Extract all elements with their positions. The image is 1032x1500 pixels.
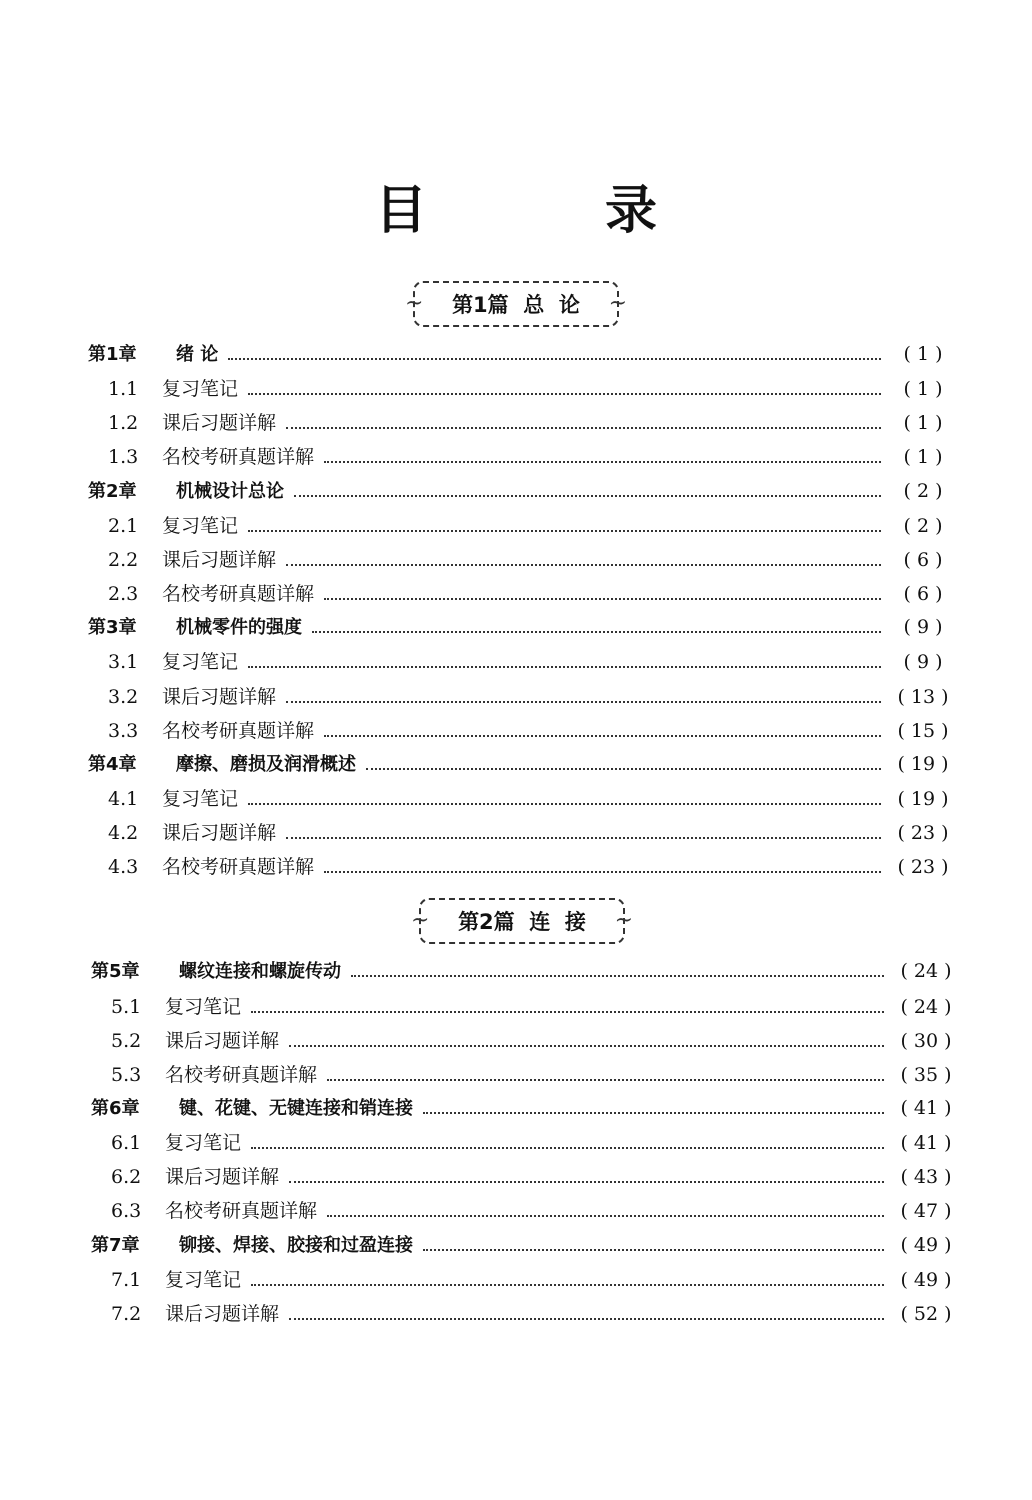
toc-entry-title: 课后习题详解 bbox=[162, 686, 277, 708]
dot-leader bbox=[286, 701, 881, 703]
toc-page-number: ( 43 ) bbox=[900, 1166, 952, 1188]
toc-entry-number: 4.2 bbox=[108, 822, 139, 844]
toc-entry-number: 1.3 bbox=[108, 446, 139, 468]
toc-section-row[interactable] bbox=[108, 442, 957, 472]
toc-entry-number: 5.2 bbox=[111, 1030, 142, 1052]
dot-leader bbox=[251, 1284, 884, 1286]
toc-chapter-row[interactable] bbox=[88, 750, 957, 780]
toc-page-number: ( 41 ) bbox=[900, 1132, 952, 1154]
toc-page-number: ( 6 ) bbox=[903, 583, 943, 605]
part-1-label: ~ 第1篇 总 论 bbox=[452, 293, 580, 317]
toc-section-row[interactable] bbox=[108, 852, 957, 882]
dot-leader bbox=[423, 1112, 884, 1114]
toc-entry-number: 第1章 bbox=[88, 344, 137, 365]
toc-entry-title: 名校考研真题详解 bbox=[162, 446, 315, 468]
toc-section-row[interactable] bbox=[108, 716, 957, 746]
toc-entry-number: 6.2 bbox=[111, 1166, 142, 1188]
toc-entry-number: 第3章 bbox=[88, 617, 137, 638]
toc-page-number: ( 30 ) bbox=[900, 1030, 952, 1052]
toc-section-row[interactable] bbox=[111, 1196, 960, 1226]
toc-entry-title: 复习笔记 bbox=[162, 515, 239, 537]
dot-leader bbox=[324, 461, 881, 463]
toc-entry-title: 复习笔记 bbox=[162, 651, 239, 673]
toc-page-number: ( 23 ) bbox=[897, 856, 949, 878]
toc-section-row[interactable] bbox=[108, 374, 957, 404]
toc-entry-number: 第5章 bbox=[91, 961, 140, 982]
toc-page-number: ( 47 ) bbox=[900, 1200, 952, 1222]
toc-entry-number: 2.1 bbox=[108, 515, 139, 537]
toc-page-number: ( 41 ) bbox=[900, 1097, 952, 1119]
toc-section-row[interactable] bbox=[108, 408, 957, 438]
dot-leader bbox=[289, 1181, 884, 1183]
toc-entry-title: 复习笔记 bbox=[162, 378, 239, 400]
toc-entry-number: 第7章 bbox=[91, 1235, 140, 1256]
dot-leader bbox=[248, 530, 881, 532]
toc-section-row[interactable] bbox=[111, 1162, 960, 1192]
toc-entry-number: 3.1 bbox=[108, 651, 139, 673]
toc-section-row[interactable] bbox=[111, 1128, 960, 1158]
toc-entry-title: 机械设计总论 bbox=[176, 481, 284, 502]
toc-page-number: ( 15 ) bbox=[897, 720, 949, 742]
toc-page-number: ( 13 ) bbox=[897, 686, 949, 708]
toc-entry-number: 5.3 bbox=[111, 1064, 142, 1086]
toc-entry-title: 复习笔记 bbox=[165, 1269, 242, 1291]
dot-leader bbox=[366, 768, 881, 770]
toc-entry-number: 7.1 bbox=[111, 1269, 142, 1291]
toc-section-row[interactable] bbox=[108, 647, 957, 677]
toc-entry-title: 绪 论 bbox=[176, 344, 219, 365]
toc-chapter-row[interactable] bbox=[88, 340, 957, 370]
toc-entry-title: 螺纹连接和螺旋传动 bbox=[179, 961, 341, 982]
toc-page-number: ( 6 ) bbox=[903, 549, 943, 571]
toc-page-number: ( 2 ) bbox=[903, 515, 943, 537]
toc-page-number: ( 49 ) bbox=[900, 1234, 952, 1256]
dot-leader bbox=[289, 1045, 884, 1047]
part-1-heading[interactable] bbox=[413, 281, 619, 327]
dot-leader bbox=[286, 837, 881, 839]
dot-leader bbox=[324, 871, 881, 873]
dot-leader bbox=[289, 1318, 884, 1320]
toc-entry-title: 名校考研真题详解 bbox=[162, 720, 315, 742]
toc-section-row[interactable] bbox=[108, 818, 957, 848]
toc-entry-number: 1.1 bbox=[108, 378, 139, 400]
toc-chapter-row[interactable] bbox=[91, 1231, 960, 1261]
toc-section-row[interactable] bbox=[111, 1026, 960, 1056]
toc-entry-number: 6.3 bbox=[111, 1200, 142, 1222]
dot-leader bbox=[351, 975, 884, 977]
dot-leader bbox=[248, 393, 881, 395]
toc-section-row[interactable] bbox=[108, 511, 957, 541]
toc-entry-number: 3.3 bbox=[108, 720, 139, 742]
toc-section-row[interactable] bbox=[111, 1060, 960, 1090]
toc-page-number: ( 1 ) bbox=[903, 412, 943, 434]
toc-entry-number: 3.2 bbox=[108, 686, 139, 708]
toc-page-number: ( 1 ) bbox=[903, 378, 943, 400]
dot-leader bbox=[251, 1147, 884, 1149]
part-2-heading[interactable] bbox=[419, 898, 625, 944]
toc-entry-number: 1.2 bbox=[108, 412, 139, 434]
dot-leader bbox=[312, 631, 881, 633]
toc-page-number: ( 1 ) bbox=[903, 343, 943, 365]
toc-page-number: ( 9 ) bbox=[903, 651, 943, 673]
dot-leader bbox=[228, 358, 881, 360]
dot-leader bbox=[248, 803, 881, 805]
toc-entry-number: 6.1 bbox=[111, 1132, 142, 1154]
dot-leader bbox=[286, 564, 881, 566]
toc-section-row[interactable] bbox=[111, 992, 960, 1022]
toc-entry-title: 课后习题详解 bbox=[162, 822, 277, 844]
toc-entry-number: 7.2 bbox=[111, 1303, 142, 1325]
toc-entry-title: 课后习题详解 bbox=[162, 549, 277, 571]
toc-entry-title: 课后习题详解 bbox=[165, 1030, 280, 1052]
toc-entry-title: 键、花键、无键连接和销连接 bbox=[179, 1098, 413, 1119]
page-title: 目 录 bbox=[374, 181, 738, 241]
toc-entry-number: 2.2 bbox=[108, 549, 139, 571]
dot-leader bbox=[324, 598, 881, 600]
toc-entry-title: 铆接、焊接、胶接和过盈连接 bbox=[179, 1235, 413, 1256]
toc-entry-title: 复习笔记 bbox=[162, 788, 239, 810]
toc-section-row[interactable] bbox=[111, 1299, 960, 1329]
toc-section-row[interactable] bbox=[111, 1265, 960, 1295]
toc-section-row[interactable] bbox=[108, 545, 957, 575]
toc-entry-title: 课后习题详解 bbox=[162, 412, 277, 434]
toc-chapter-row[interactable] bbox=[91, 1094, 960, 1124]
toc-page-number: ( 24 ) bbox=[900, 960, 952, 982]
toc-entry-title: 名校考研真题详解 bbox=[165, 1200, 318, 1222]
toc-section-row[interactable] bbox=[108, 682, 957, 712]
toc-entry-title: 课后习题详解 bbox=[165, 1166, 280, 1188]
toc-entry-title: 机械零件的强度 bbox=[176, 617, 302, 638]
toc-page-number: ( 35 ) bbox=[900, 1064, 952, 1086]
toc-entry-title: 名校考研真题详解 bbox=[165, 1064, 318, 1086]
toc-entry-number: 第4章 bbox=[88, 754, 137, 775]
toc-chapter-row[interactable] bbox=[88, 613, 957, 643]
dot-leader bbox=[286, 427, 881, 429]
toc-page-number: ( 19 ) bbox=[897, 753, 949, 775]
toc-page-number: ( 23 ) bbox=[897, 822, 949, 844]
toc-section-row[interactable] bbox=[108, 784, 957, 814]
part-2-label: ~ 第2篇 连 接 bbox=[458, 910, 586, 934]
toc-entry-number: 5.1 bbox=[111, 996, 142, 1018]
toc-entry-title: 摩擦、磨损及润滑概述 bbox=[176, 754, 356, 775]
toc-chapter-row[interactable] bbox=[88, 477, 957, 507]
toc-page-number: ( 9 ) bbox=[903, 616, 943, 638]
toc-entry-title: 名校考研真题详解 bbox=[162, 856, 315, 878]
toc-section-row[interactable] bbox=[108, 579, 957, 609]
toc-entry-number: 4.1 bbox=[108, 788, 139, 810]
toc-entry-title: 复习笔记 bbox=[165, 996, 242, 1018]
toc-entry-number: 2.3 bbox=[108, 583, 139, 605]
dot-leader bbox=[324, 735, 881, 737]
toc-entry-number: 第6章 bbox=[91, 1098, 140, 1119]
dot-leader bbox=[248, 666, 881, 668]
toc-entry-title: 课后习题详解 bbox=[165, 1303, 280, 1325]
toc-entry-title: 复习笔记 bbox=[165, 1132, 242, 1154]
toc-page-number: ( 24 ) bbox=[900, 996, 952, 1018]
toc-page-number: ( 52 ) bbox=[900, 1303, 952, 1325]
dot-leader bbox=[327, 1079, 884, 1081]
toc-entry-title: 名校考研真题详解 bbox=[162, 583, 315, 605]
toc-entry-number: 第2章 bbox=[88, 481, 137, 502]
toc-page-number: ( 19 ) bbox=[897, 788, 949, 810]
dot-leader bbox=[423, 1249, 884, 1251]
toc-page-number: ( 49 ) bbox=[900, 1269, 952, 1291]
toc-chapter-row[interactable] bbox=[91, 957, 960, 987]
dot-leader bbox=[251, 1011, 884, 1013]
toc-entry-number: 4.3 bbox=[108, 856, 139, 878]
toc-page-number: ( 2 ) bbox=[903, 480, 943, 502]
dot-leader bbox=[327, 1215, 884, 1217]
toc-page-number: ( 1 ) bbox=[903, 446, 943, 468]
dot-leader bbox=[294, 495, 881, 497]
